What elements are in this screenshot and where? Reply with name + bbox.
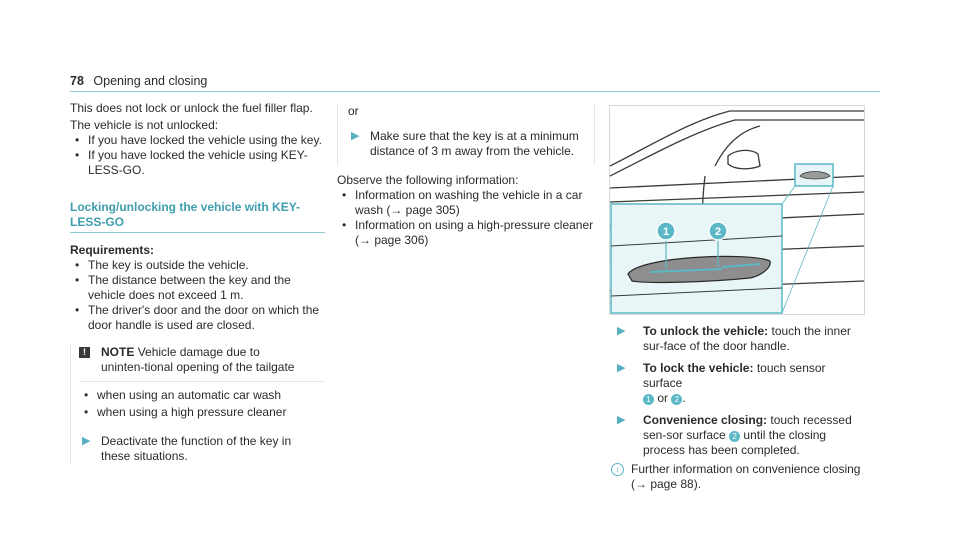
page-number: 78 bbox=[70, 74, 84, 88]
step-convenience-label: Convenience closing: bbox=[643, 413, 768, 427]
step-lock-label: To lock the vehicle: bbox=[643, 361, 754, 375]
continuation-box bbox=[337, 104, 595, 165]
list-item: • The key is outside the vehicle. bbox=[70, 258, 325, 273]
car-door-drawing bbox=[610, 106, 864, 314]
list-item: • Information on washing the vehicle in a car wash (→ page 305) bbox=[337, 188, 590, 218]
requirements-label: Requirements: bbox=[70, 243, 155, 257]
list-item: • when using an automatic car wash bbox=[79, 388, 325, 403]
note-action-text: Deactivate the function of the key in these situations. bbox=[101, 434, 292, 463]
play-arrow-icon: ▶ bbox=[617, 414, 626, 426]
info-icon: i bbox=[611, 463, 624, 476]
step-convenience-text-b: until the closing process has been completed. bbox=[643, 428, 827, 457]
note-action bbox=[79, 434, 306, 464]
play-arrow-icon: ▶ bbox=[82, 435, 91, 447]
section-title-line2: LESS-GO bbox=[70, 215, 125, 229]
step-lock-text: touch sensor surface bbox=[643, 361, 826, 390]
note-box bbox=[70, 345, 325, 464]
list-item: • The driver's door and the door on which the door handle is used are closed. bbox=[70, 303, 323, 333]
list-item: • If you have locked the vehicle using KEY-LESS-GO. bbox=[70, 148, 308, 178]
play-arrow-icon: ▶ bbox=[617, 362, 626, 374]
column-3 bbox=[611, 324, 866, 492]
note-divider bbox=[79, 381, 325, 382]
note-heading bbox=[71, 345, 306, 375]
intro-text: This does not lock or unlock the fuel filler flap. bbox=[70, 101, 313, 115]
step-lock bbox=[611, 361, 866, 406]
info-text: Further information on convenience closing (→ page 88). bbox=[631, 462, 861, 491]
step-unlock-label: To unlock the vehicle: bbox=[643, 324, 769, 338]
action-step bbox=[348, 129, 580, 159]
list-item: • Information on using a high-pressure cleaner (→ page 306) bbox=[337, 218, 595, 248]
callout-1-badge: 1 bbox=[643, 394, 654, 405]
callout-2-badge: 2 bbox=[671, 394, 682, 405]
step-unlock bbox=[611, 324, 866, 354]
callout-2: 2 bbox=[714, 226, 722, 238]
list-item: • If you have locked the vehicle using the key. bbox=[70, 133, 325, 148]
section-heading bbox=[70, 200, 325, 230]
section-title-line1: Locking/unlocking the vehicle with KEY- bbox=[70, 200, 301, 214]
step-lock-end: . bbox=[682, 391, 686, 405]
note-text: Vehicle damage due to uninten-tional opening of the tailgate bbox=[101, 345, 295, 374]
header-divider bbox=[70, 91, 880, 92]
observe-text: Observe the following information: bbox=[337, 173, 519, 187]
warning-icon: ! bbox=[79, 347, 90, 358]
info-note bbox=[611, 462, 866, 492]
note-label: NOTE bbox=[101, 345, 135, 359]
or-text: or bbox=[348, 104, 359, 118]
play-arrow-icon: ▶ bbox=[617, 325, 626, 337]
not-unlocked-text: The vehicle is not unlocked: bbox=[70, 118, 219, 132]
column-2 bbox=[337, 104, 595, 248]
play-arrow-icon: ▶ bbox=[351, 130, 360, 142]
list-item: • when using a high pressure cleaner bbox=[79, 405, 325, 420]
callout-1: 1 bbox=[662, 226, 670, 238]
section-divider bbox=[70, 232, 325, 233]
step-lock-or: or bbox=[657, 391, 669, 405]
step-unlock-text: touch the inner sur-face of the door handle. bbox=[643, 324, 851, 353]
column-1 bbox=[70, 101, 325, 464]
chapter-title: Opening and closing bbox=[93, 74, 208, 88]
callout-2-badge: 2 bbox=[729, 431, 740, 442]
step-convenience bbox=[611, 413, 866, 458]
step-convenience-text-a: touch recessed sen-sor surface bbox=[643, 413, 852, 442]
action-text: Make sure that the key is at a minimum distance of 3 m away from the vehicle. bbox=[370, 129, 579, 158]
door-handle-illustration bbox=[609, 105, 865, 315]
list-item: • The distance between the key and the vehicle does not exceed 1 m. bbox=[70, 273, 323, 303]
page-header bbox=[70, 74, 207, 88]
